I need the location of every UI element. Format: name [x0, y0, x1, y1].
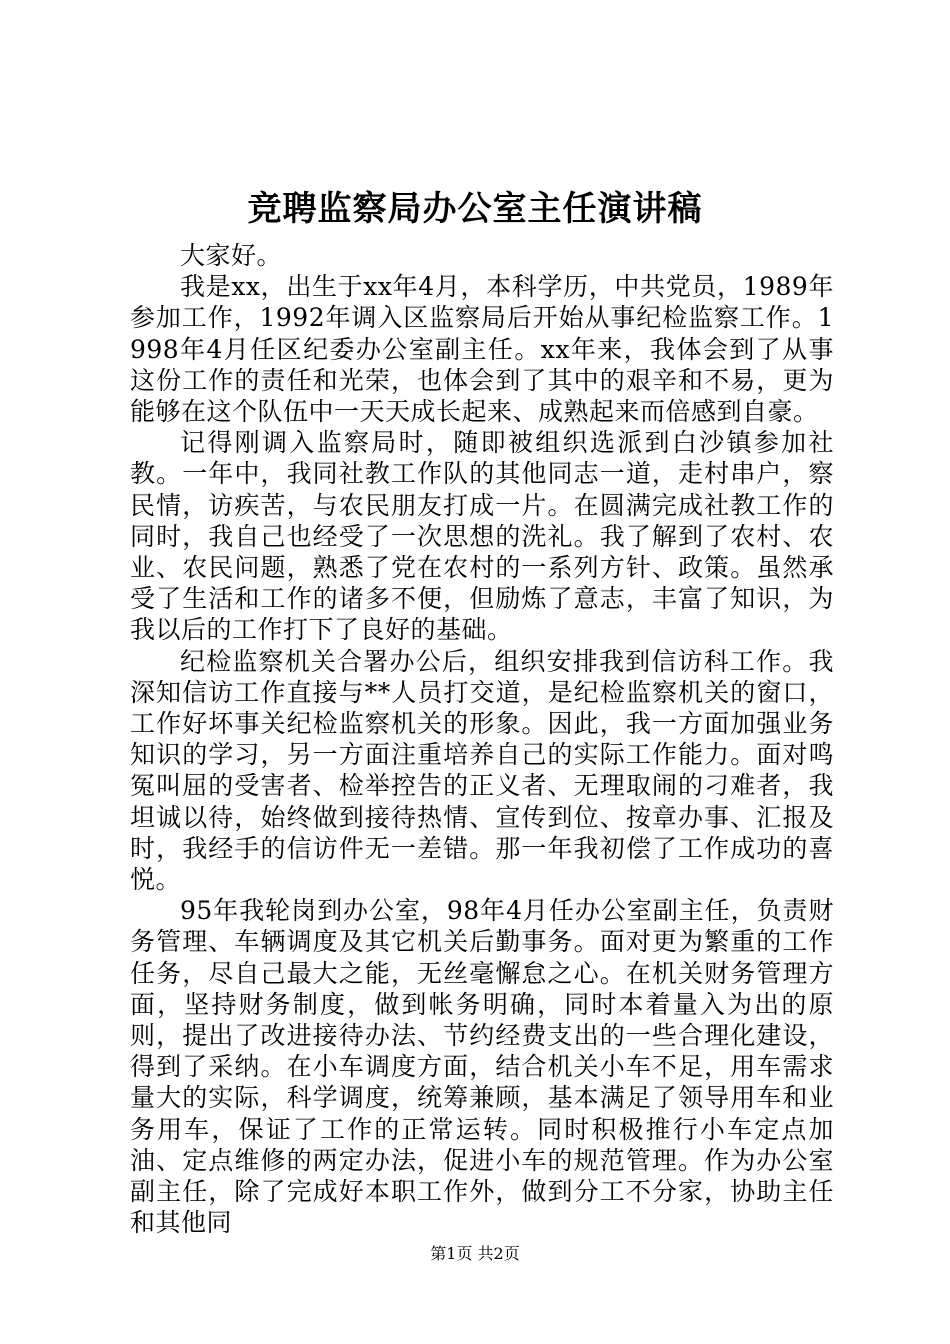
page-title: 竞聘监察局办公室主任演讲稿: [247, 189, 703, 229]
paragraph-petition-work: 纪检监察机关合署办公后，组织安排我到信访科工作。我深知信访工作直接与**人员打交道，是纪检监察机关的窗口，工作好坏事关纪检监察机关的形象。因此，我一方面加强业务知识的学习，另一方面注重培养自己的实际工作能力。面对鸣冤叫屈的受害者、检举控告的正义者、无理取闹的刁难者，我坦诚以待，始终做到接待热情、宣传到位、按章办事、汇报及时，我经手的信访件无一差错。那一年我初偿了工作成功的喜悦。: [130, 646, 834, 895]
paragraph-greeting: 大家好。: [180, 241, 283, 270]
paragraph-social-education: 记得刚调入监察局时，随即被组织选派到白沙镇参加社教。一年中，我同社教工作队的其他同志一道，走村串户，察民情，访疾苦，与农民朋友打成一片。在圆满完成社教工作的同时，我自己也经受了一次思想的洗礼。我了解到了农村、农业、农民问题，熟悉了党在农村的一系列方针、政策。虽然承受了生活和工作的诸多不便，但励炼了意志，丰富了知识，为我以后的工作打下了良好的基础。: [130, 428, 834, 645]
document-body: [130, 240, 834, 1239]
page-footer: 第1页 共2页: [430, 1244, 520, 1263]
paragraph-introduction: 我是xx，出生于xx年4月，本科学历，中共党员，1989年参加工作，1992年调入区监察局后开始从事纪检监察工作。1998年4月任区纪委办公室副主任。xx年来，我体会到了从事这份工作的责任和光荣，也体会到了其中的艰辛和不易，更为能够在这个队伍中一天天成长起来、成熟起来而倍感到自豪。: [130, 272, 834, 427]
paragraph-office-work: 95年我轮岗到办公室，98年4月任办公室副主任，负责财务管理、车辆调度及其它机关后勤事务。面对更为繁重的工作任务，尽自己最大之能，无丝毫懈怠之心。在机关财务管理方面，坚持财务制度，做到帐务明确，同时本着量入为出的原则，提出了改进接待办法、节约经费支出的一些合理化建设，得到了采纳。在小车调度方面，结合机关小车不足，用车需求量大的实际，科学调度，统筹兼顾，基本满足了领导用车和业务用车，保证了工作的正常运转。同时积极推行小车定点加油、定点维修的两定办法，促进小车的规范管理。作为办公室副主任，除了完成好本职工作外，做到分工不分家，协助主任和其他同: [130, 896, 834, 1238]
